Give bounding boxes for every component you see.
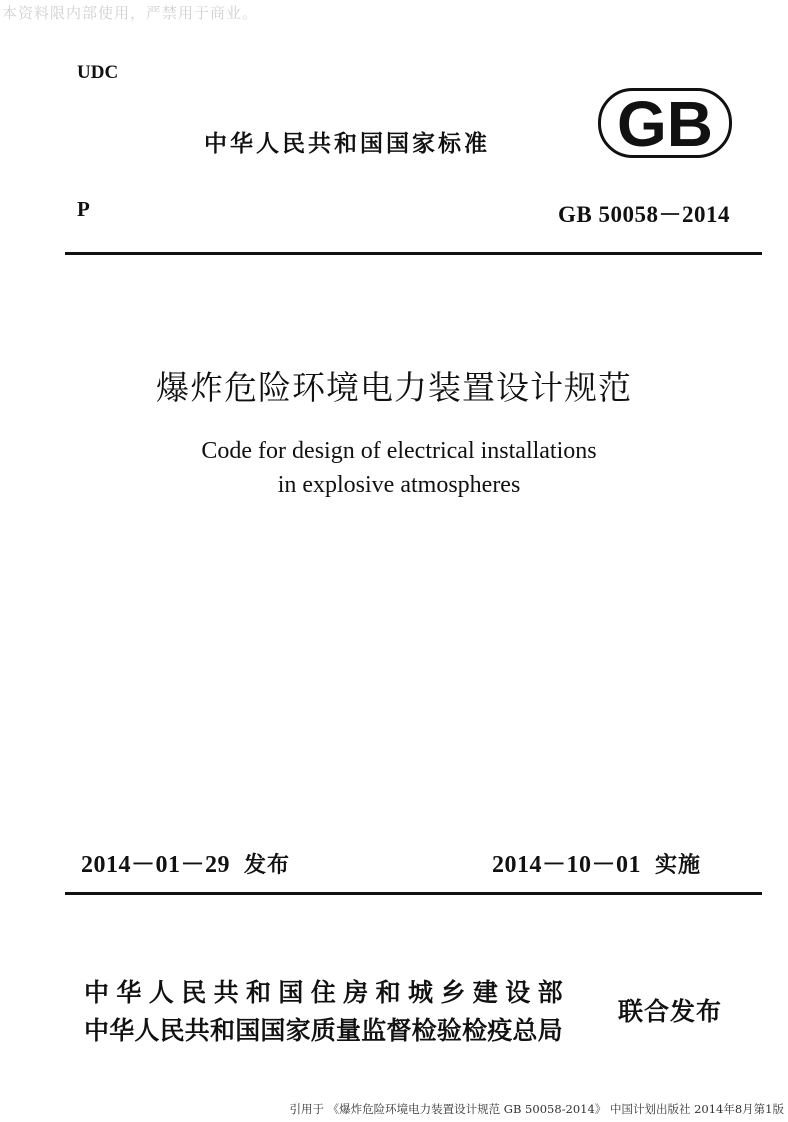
standard-number: GB 50058－2014 — [558, 202, 730, 227]
citation-footer: 引用于 《爆炸危险环境电力装置设计规范 GB 50058-2014》 中国计划出版社 2014年8月第1版 — [289, 1102, 784, 1116]
gb-logo-text: GB — [617, 88, 713, 158]
implement-date: 2014－10－01 — [492, 852, 641, 878]
title-english-line2: in explosive atmospheres — [277, 472, 521, 498]
national-standard-heading: 中华人民共和国国家标准 — [204, 131, 490, 157]
issuer-aqsiq: 中华人民共和国国家质量监督检验检疫总局 — [84, 1016, 563, 1045]
udc-label: UDC — [77, 62, 119, 83]
watermark-text: 本资料限内部使用，严禁用于商业。 — [2, 4, 259, 22]
implement-date-block — [492, 844, 701, 879]
top-rule-divider — [65, 252, 762, 255]
title-english-line1: Code for design of electrical installations — [201, 438, 597, 464]
bottom-rule-divider — [65, 892, 762, 895]
joint-issue-label: 联合发布 — [618, 997, 723, 1026]
title-chinese: 爆炸危险环境电力装置设计规范 — [156, 368, 632, 407]
title-english — [0, 434, 788, 502]
issuer-ministry-housing: 中华人民共和国住房和城乡建设部 — [84, 978, 571, 1007]
gb-logo-icon — [598, 88, 732, 158]
issue-label: 发布 — [244, 853, 291, 878]
issue-date-block — [81, 844, 290, 879]
classification-code: P — [77, 197, 90, 221]
implement-label: 实施 — [655, 853, 702, 878]
issue-date: 2014－01－29 — [81, 852, 230, 878]
